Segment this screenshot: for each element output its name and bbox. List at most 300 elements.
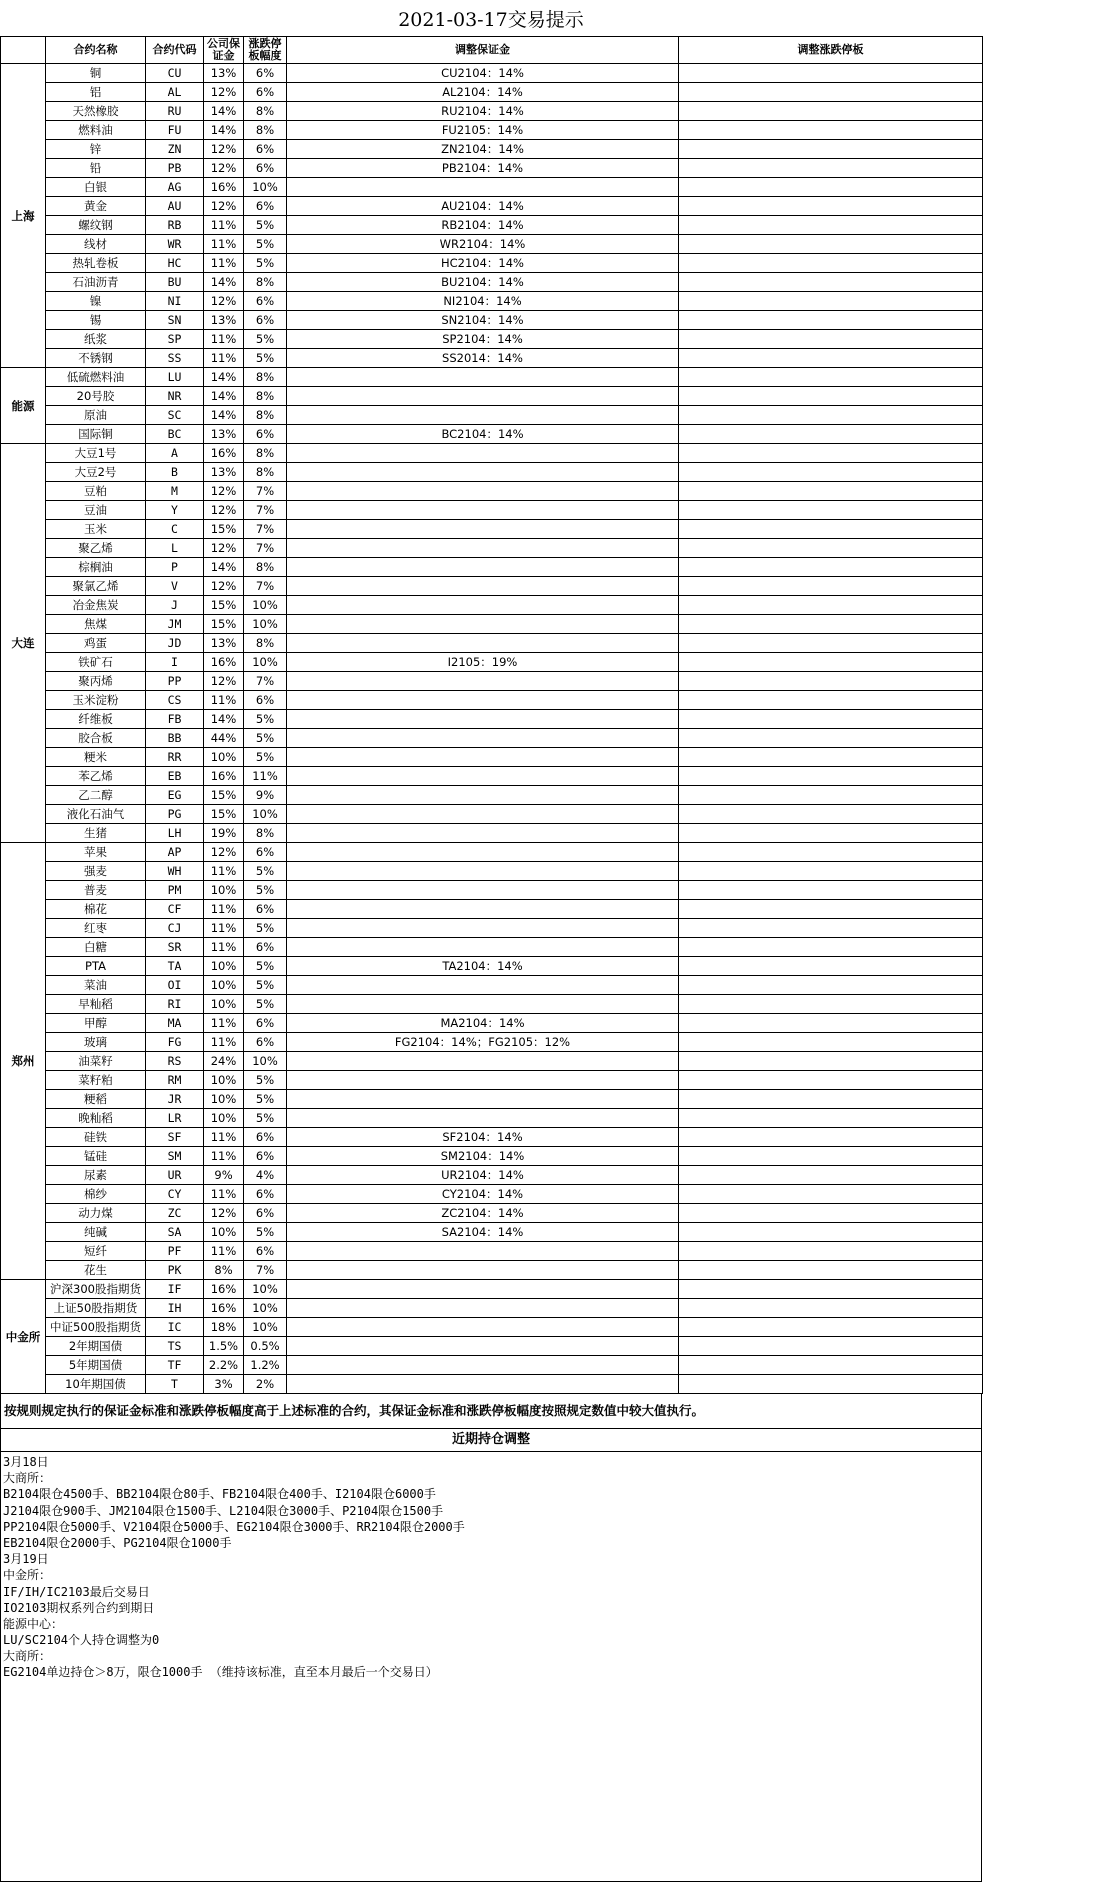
limit-adjustment (679, 273, 983, 292)
company-margin: 12% (204, 292, 244, 311)
header-contract-code: 合约代码 (146, 37, 204, 64)
table-row (1, 140, 983, 159)
contract-name: 铁矿石 (46, 653, 146, 672)
contract-code: NR (146, 387, 204, 406)
contract-code: I (146, 653, 204, 672)
contract-code: RR (146, 748, 204, 767)
contract-code: TS (146, 1337, 204, 1356)
table-row (1, 235, 983, 254)
contract-name: 动力煤 (46, 1204, 146, 1223)
recent-note-line: PP2104限仓5000手、V2104限仓5000手、EG2104限仓3000手、RR2104限仓2000手 (3, 1519, 465, 1534)
table-row (1, 1356, 983, 1375)
price-limit: 5% (244, 881, 287, 900)
table-row (1, 1318, 983, 1337)
contract-code: LH (146, 824, 204, 843)
contract-name: 锰硅 (46, 1147, 146, 1166)
table-row (1, 159, 983, 178)
margin-adjustment: CY2104：14% (287, 1185, 679, 1204)
table-row (1, 634, 983, 653)
table-row (1, 444, 983, 463)
price-limit: 8% (244, 406, 287, 425)
contract-code: FB (146, 710, 204, 729)
limit-adjustment (679, 1223, 983, 1242)
limit-adjustment (679, 178, 983, 197)
limit-adjustment (679, 83, 983, 102)
contract-code: CF (146, 900, 204, 919)
price-limit: 5% (244, 862, 287, 881)
table-row (1, 64, 983, 83)
contract-name: 玉米淀粉 (46, 691, 146, 710)
margin-adjustment (287, 710, 679, 729)
contract-name: 冶金焦炭 (46, 596, 146, 615)
contract-code: WR (146, 235, 204, 254)
margin-adjustment: SS2014：14% (287, 349, 679, 368)
price-limit: 8% (244, 824, 287, 843)
contract-code: TA (146, 957, 204, 976)
contract-name: 线材 (46, 235, 146, 254)
contract-code: MA (146, 1014, 204, 1033)
limit-adjustment (679, 1014, 983, 1033)
company-margin: 14% (204, 558, 244, 577)
limit-adjustment (679, 1356, 983, 1375)
recent-note-line: LU/SC2104个人持仓调整为0 (3, 1633, 160, 1648)
price-limit: 6% (244, 292, 287, 311)
price-limit: 5% (244, 976, 287, 995)
margin-adjustment (287, 539, 679, 558)
company-margin: 12% (204, 539, 244, 558)
price-limit: 10% (244, 805, 287, 824)
contract-code: SC (146, 406, 204, 425)
price-limit: 10% (244, 1318, 287, 1337)
table-row (1, 1109, 983, 1128)
table-body (1, 64, 983, 1394)
contract-name: 早籼稻 (46, 995, 146, 1014)
company-margin: 13% (204, 64, 244, 83)
table-row (1, 1071, 983, 1090)
limit-adjustment (679, 786, 983, 805)
company-margin: 10% (204, 957, 244, 976)
price-limit: 5% (244, 349, 287, 368)
margin-adjustment (287, 1337, 679, 1356)
limit-adjustment (679, 1299, 983, 1318)
contract-code: SA (146, 1223, 204, 1242)
company-margin: 15% (204, 805, 244, 824)
price-limit: 6% (244, 1204, 287, 1223)
company-margin: 10% (204, 1071, 244, 1090)
margin-adjustment (287, 843, 679, 862)
region-label: 大连 (1, 444, 46, 843)
header-contract-name: 合约名称 (46, 37, 146, 64)
contract-name: 苹果 (46, 843, 146, 862)
company-margin: 10% (204, 995, 244, 1014)
contract-name: 10年期国债 (46, 1375, 146, 1394)
company-margin: 1.5% (204, 1337, 244, 1356)
contract-name: 棕榈油 (46, 558, 146, 577)
contract-code: CY (146, 1185, 204, 1204)
limit-adjustment (679, 330, 983, 349)
header-limit-adjustment: 调整涨跌停板 (679, 37, 983, 64)
contract-code: T (146, 1375, 204, 1394)
limit-adjustment (679, 976, 983, 995)
margin-adjustment: AU2104：14% (287, 197, 679, 216)
margin-adjustment: SA2104：14% (287, 1223, 679, 1242)
limit-adjustment (679, 121, 983, 140)
company-margin: 15% (204, 596, 244, 615)
table-row (1, 197, 983, 216)
table-header-row (1, 37, 983, 64)
price-limit: 5% (244, 957, 287, 976)
contract-name: 棉花 (46, 900, 146, 919)
margin-adjustment (287, 1318, 679, 1337)
price-limit: 6% (244, 1242, 287, 1261)
limit-adjustment (679, 349, 983, 368)
limit-adjustment (679, 140, 983, 159)
margin-adjustment (287, 919, 679, 938)
contract-name: 鸡蛋 (46, 634, 146, 653)
price-limit: 11% (244, 767, 287, 786)
company-margin: 12% (204, 159, 244, 178)
table-row (1, 1014, 983, 1033)
margin-adjustment (287, 786, 679, 805)
contract-name: 纸浆 (46, 330, 146, 349)
limit-adjustment (679, 311, 983, 330)
contract-name: 白银 (46, 178, 146, 197)
contract-name: 豆油 (46, 501, 146, 520)
contract-name: 纤维板 (46, 710, 146, 729)
contract-name: PTA (46, 957, 146, 976)
price-limit: 10% (244, 596, 287, 615)
contract-name: 铅 (46, 159, 146, 178)
contract-name: 国际铜 (46, 425, 146, 444)
price-limit: 6% (244, 900, 287, 919)
recent-note-line: 能源中心： (3, 1616, 64, 1631)
company-margin: 16% (204, 444, 244, 463)
contract-code: EB (146, 767, 204, 786)
contract-code: CU (146, 64, 204, 83)
company-margin: 14% (204, 387, 244, 406)
contract-code: Y (146, 501, 204, 520)
price-limit: 9% (244, 786, 287, 805)
rule-note: 按规则规定执行的保证金标准和涨跌停板幅度高于上述标准的合约，其保证金标准和涨跌停板幅度按照规定数值中较大值执行。 (0, 1394, 982, 1429)
margin-adjustment: TA2104：14% (287, 957, 679, 976)
contract-code: AL (146, 83, 204, 102)
price-limit: 7% (244, 672, 287, 691)
contract-code: PF (146, 1242, 204, 1261)
margin-adjustment: FG2104：14%；FG2105：12% (287, 1033, 679, 1052)
contract-name: 普麦 (46, 881, 146, 900)
company-margin: 11% (204, 254, 244, 273)
price-limit: 8% (244, 273, 287, 292)
margin-adjustment (287, 178, 679, 197)
contract-name: 强麦 (46, 862, 146, 881)
margin-adjustment (287, 1299, 679, 1318)
contract-code: JM (146, 615, 204, 634)
table-row (1, 178, 983, 197)
contract-name: 菜籽粕 (46, 1071, 146, 1090)
company-margin: 11% (204, 919, 244, 938)
company-margin: 11% (204, 1147, 244, 1166)
table-row (1, 1223, 983, 1242)
region-label: 郑州 (1, 843, 46, 1280)
limit-adjustment (679, 596, 983, 615)
contract-name: 聚丙烯 (46, 672, 146, 691)
contract-code: CS (146, 691, 204, 710)
price-limit: 1.2% (244, 1356, 287, 1375)
company-margin: 11% (204, 216, 244, 235)
company-margin: 11% (204, 349, 244, 368)
contract-code: SF (146, 1128, 204, 1147)
limit-adjustment (679, 102, 983, 121)
contract-code: LR (146, 1109, 204, 1128)
contract-code: CJ (146, 919, 204, 938)
margin-adjustment (287, 368, 679, 387)
contract-name: 玻璃 (46, 1033, 146, 1052)
price-limit: 5% (244, 235, 287, 254)
price-limit: 7% (244, 1261, 287, 1280)
margin-adjustment (287, 1109, 679, 1128)
contract-name: 锡 (46, 311, 146, 330)
table-row (1, 843, 983, 862)
margin-adjustment: MA2104：14% (287, 1014, 679, 1033)
price-limit: 5% (244, 1109, 287, 1128)
limit-adjustment (679, 919, 983, 938)
contract-name: 黄金 (46, 197, 146, 216)
contract-name: 豆粕 (46, 482, 146, 501)
contract-name: 2年期国债 (46, 1337, 146, 1356)
table-row (1, 805, 983, 824)
header-margin-adjustment: 调整保证金 (287, 37, 679, 64)
price-limit: 7% (244, 501, 287, 520)
table-row (1, 957, 983, 976)
contract-name: 铝 (46, 83, 146, 102)
margin-adjustment: PB2104：14% (287, 159, 679, 178)
contract-code: M (146, 482, 204, 501)
table-row (1, 83, 983, 102)
contract-name: 焦煤 (46, 615, 146, 634)
contract-name: 胶合板 (46, 729, 146, 748)
limit-adjustment (679, 862, 983, 881)
limit-adjustment (679, 1052, 983, 1071)
limit-adjustment (679, 235, 983, 254)
table-row (1, 425, 983, 444)
price-limit: 4% (244, 1166, 287, 1185)
contract-code: PB (146, 159, 204, 178)
margin-adjustment (287, 691, 679, 710)
margin-adjustment: I2105：19% (287, 653, 679, 672)
contract-code: AG (146, 178, 204, 197)
contract-code: PM (146, 881, 204, 900)
contract-name: 尿素 (46, 1166, 146, 1185)
header-price-limit: 涨跌停板幅度 (244, 37, 287, 64)
company-margin: 13% (204, 425, 244, 444)
table-row (1, 539, 983, 558)
contract-code: HC (146, 254, 204, 273)
price-limit: 5% (244, 919, 287, 938)
contract-name: 聚乙烯 (46, 539, 146, 558)
contract-name: 原油 (46, 406, 146, 425)
limit-adjustment (679, 1033, 983, 1052)
margin-adjustment: RU2104：14% (287, 102, 679, 121)
table-row (1, 976, 983, 995)
margin-adjustment (287, 672, 679, 691)
table-row (1, 1185, 983, 1204)
contract-name: 生猪 (46, 824, 146, 843)
margin-adjustment (287, 824, 679, 843)
limit-adjustment (679, 729, 983, 748)
table-row (1, 254, 983, 273)
company-margin: 11% (204, 691, 244, 710)
limit-adjustment (679, 748, 983, 767)
limit-adjustment (679, 710, 983, 729)
table-row (1, 710, 983, 729)
price-limit: 6% (244, 1185, 287, 1204)
price-limit: 6% (244, 159, 287, 178)
contract-code: EG (146, 786, 204, 805)
contract-name: 燃料油 (46, 121, 146, 140)
limit-adjustment (679, 292, 983, 311)
table-row (1, 1090, 983, 1109)
company-margin: 11% (204, 1242, 244, 1261)
company-margin: 11% (204, 862, 244, 881)
contract-name: 花生 (46, 1261, 146, 1280)
table-row (1, 900, 983, 919)
contract-name: 晚籼稻 (46, 1109, 146, 1128)
company-margin: 11% (204, 938, 244, 957)
company-margin: 16% (204, 178, 244, 197)
table-row (1, 862, 983, 881)
table-row (1, 919, 983, 938)
price-limit: 6% (244, 843, 287, 862)
contract-name: 棉纱 (46, 1185, 146, 1204)
company-margin: 16% (204, 1280, 244, 1299)
limit-adjustment (679, 1128, 983, 1147)
contract-code: RU (146, 102, 204, 121)
recent-note-line: 3月19日 (3, 1552, 49, 1567)
margin-adjustment: CU2104：14% (287, 64, 679, 83)
contract-name: 短纤 (46, 1242, 146, 1261)
table-row (1, 767, 983, 786)
contract-name: 低硫燃料油 (46, 368, 146, 387)
margin-adjustment (287, 577, 679, 596)
recent-note-line: EG2104单边持仓＞8万，限仓1000手 （维持该标准，直至本月最后一个交易日） (3, 1665, 438, 1680)
company-margin: 13% (204, 463, 244, 482)
limit-adjustment (679, 843, 983, 862)
table-row (1, 786, 983, 805)
limit-adjustment (679, 1242, 983, 1261)
limit-adjustment (679, 482, 983, 501)
table-row (1, 615, 983, 634)
limit-adjustment (679, 64, 983, 83)
margin-adjustment (287, 729, 679, 748)
table-row (1, 1052, 983, 1071)
contract-code: ZC (146, 1204, 204, 1223)
company-margin: 11% (204, 1014, 244, 1033)
table-row (1, 995, 983, 1014)
contract-name: 菜油 (46, 976, 146, 995)
company-margin: 9% (204, 1166, 244, 1185)
contract-name: 纯碱 (46, 1223, 146, 1242)
margin-adjustment (287, 900, 679, 919)
contract-code: RB (146, 216, 204, 235)
contract-name: 甲醇 (46, 1014, 146, 1033)
contract-code: NI (146, 292, 204, 311)
price-limit: 7% (244, 482, 287, 501)
price-limit: 8% (244, 387, 287, 406)
margin-adjustment (287, 1356, 679, 1375)
margin-adjustment (287, 1375, 679, 1394)
table-row (1, 1337, 983, 1356)
contract-code: PG (146, 805, 204, 824)
margin-adjustment: SF2104：14% (287, 1128, 679, 1147)
table-row (1, 1166, 983, 1185)
price-limit: 5% (244, 748, 287, 767)
table-row (1, 1242, 983, 1261)
price-limit: 6% (244, 1147, 287, 1166)
recent-position-title: 近期持仓调整 (0, 1429, 982, 1452)
contract-code: SS (146, 349, 204, 368)
recent-note-line: EB2104限仓2000手、PG2104限仓1000手 (3, 1535, 232, 1550)
company-margin: 14% (204, 710, 244, 729)
price-limit: 6% (244, 311, 287, 330)
margin-adjustment (287, 1052, 679, 1071)
price-limit: 6% (244, 1014, 287, 1033)
table-row (1, 577, 983, 596)
margin-adjustment (287, 862, 679, 881)
margin-adjustment (287, 463, 679, 482)
price-limit: 8% (244, 463, 287, 482)
limit-adjustment (679, 634, 983, 653)
company-margin: 15% (204, 615, 244, 634)
contract-name: 油菜籽 (46, 1052, 146, 1071)
limit-adjustment (679, 159, 983, 178)
contract-code: OI (146, 976, 204, 995)
company-margin: 16% (204, 767, 244, 786)
margin-adjustment (287, 805, 679, 824)
limit-adjustment (679, 520, 983, 539)
price-limit: 8% (244, 102, 287, 121)
table-row (1, 1280, 983, 1299)
margin-adjustment: WR2104：14% (287, 235, 679, 254)
company-margin: 2.2% (204, 1356, 244, 1375)
margin-adjustment (287, 748, 679, 767)
contract-name: 粳稻 (46, 1090, 146, 1109)
limit-adjustment (679, 1147, 983, 1166)
contract-name: 液化石油气 (46, 805, 146, 824)
contract-code: AP (146, 843, 204, 862)
margin-adjustment (287, 1090, 679, 1109)
limit-adjustment (679, 197, 983, 216)
contract-code: FU (146, 121, 204, 140)
price-limit: 6% (244, 938, 287, 957)
contract-code: ZN (146, 140, 204, 159)
company-margin: 15% (204, 786, 244, 805)
company-margin: 12% (204, 83, 244, 102)
table-row (1, 881, 983, 900)
recent-note-line: 3月18日 (3, 1455, 49, 1469)
limit-adjustment (679, 425, 983, 444)
limit-adjustment (679, 1166, 983, 1185)
limit-adjustment (679, 1375, 983, 1394)
limit-adjustment (679, 1185, 983, 1204)
contract-code: TF (146, 1356, 204, 1375)
table-row (1, 1299, 983, 1318)
limit-adjustment (679, 653, 983, 672)
table-row (1, 938, 983, 957)
price-limit: 10% (244, 1052, 287, 1071)
price-limit: 8% (244, 634, 287, 653)
limit-adjustment (679, 558, 983, 577)
contract-code: LU (146, 368, 204, 387)
